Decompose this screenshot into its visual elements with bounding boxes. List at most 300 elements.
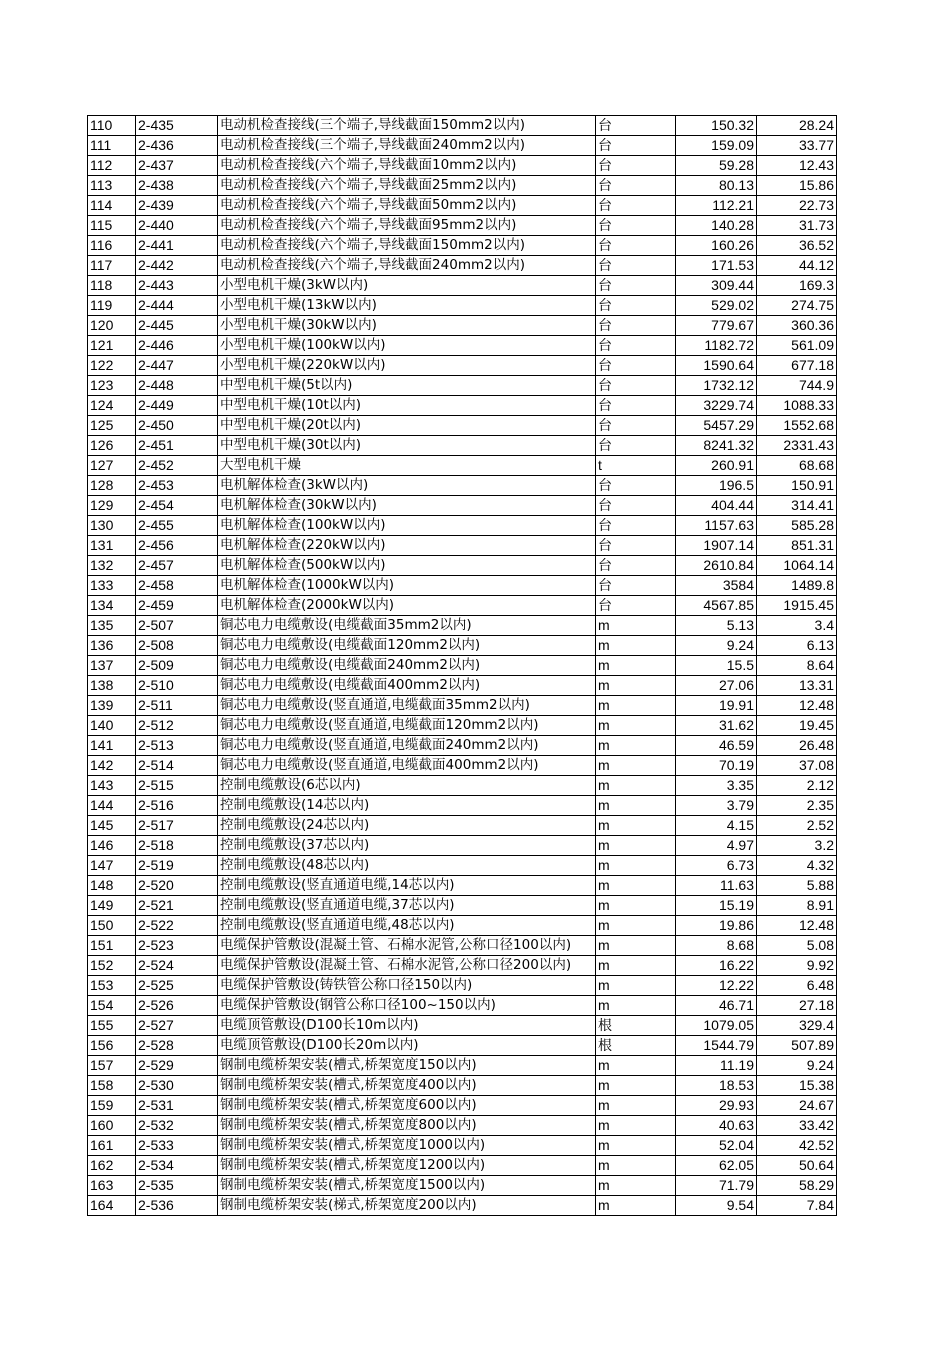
table-row bbox=[88, 996, 837, 1016]
description-cell: 电缆保护管敷设(混凝土管、石棉水泥管,公称口径100以内) bbox=[218, 936, 596, 956]
item-code-cell: 2-459 bbox=[136, 596, 218, 616]
item-code-cell: 2-451 bbox=[136, 436, 218, 456]
item-code-cell: 2-527 bbox=[136, 1016, 218, 1036]
item-code-cell: 2-510 bbox=[136, 676, 218, 696]
unit-cell: 台 bbox=[596, 356, 676, 376]
table-row bbox=[88, 456, 837, 476]
unit-cell: t bbox=[596, 456, 676, 476]
labor-cost-cell: 15.86 bbox=[757, 176, 837, 196]
table-row bbox=[88, 336, 837, 356]
labor-cost-cell: 1064.14 bbox=[757, 556, 837, 576]
unit-cell: 台 bbox=[596, 116, 676, 136]
labor-cost-cell: 2.52 bbox=[757, 816, 837, 836]
table-row bbox=[88, 1076, 837, 1096]
item-code-cell: 2-450 bbox=[136, 416, 218, 436]
description-cell: 小型电机干燥(100kW以内) bbox=[218, 336, 596, 356]
description-cell: 电缆保护管敷设(铸铁管公称口径150以内) bbox=[218, 976, 596, 996]
description-cell: 控制电缆敷设(48芯以内) bbox=[218, 856, 596, 876]
table-row bbox=[88, 376, 837, 396]
labor-cost-cell: 169.3 bbox=[757, 276, 837, 296]
item-code-cell: 2-455 bbox=[136, 516, 218, 536]
row-number-cell: 120 bbox=[88, 316, 136, 336]
price-table-body bbox=[88, 116, 837, 1216]
row-number-cell: 117 bbox=[88, 256, 136, 276]
description-cell: 控制电缆敷设(24芯以内) bbox=[218, 816, 596, 836]
row-number-cell: 156 bbox=[88, 1036, 136, 1056]
table-row bbox=[88, 1156, 837, 1176]
item-code-cell: 2-518 bbox=[136, 836, 218, 856]
table-row bbox=[88, 716, 837, 736]
unit-cell: m bbox=[596, 916, 676, 936]
base-price-cell: 18.53 bbox=[676, 1076, 757, 1096]
description-cell: 中型电机干燥(10t以内) bbox=[218, 396, 596, 416]
base-price-cell: 19.91 bbox=[676, 696, 757, 716]
unit-cell: 台 bbox=[596, 136, 676, 156]
table-row bbox=[88, 316, 837, 336]
unit-cell: m bbox=[596, 1056, 676, 1076]
labor-cost-cell: 36.52 bbox=[757, 236, 837, 256]
base-price-cell: 19.86 bbox=[676, 916, 757, 936]
labor-cost-cell: 677.18 bbox=[757, 356, 837, 376]
description-cell: 电动机检查接线(六个端子,导线截面50mm2以内) bbox=[218, 196, 596, 216]
table-row bbox=[88, 596, 837, 616]
description-cell: 铜芯电力电缆敷设(电缆截面120mm2以内) bbox=[218, 636, 596, 656]
item-code-cell: 2-529 bbox=[136, 1056, 218, 1076]
table-row bbox=[88, 556, 837, 576]
table-row bbox=[88, 176, 837, 196]
labor-cost-cell: 27.18 bbox=[757, 996, 837, 1016]
row-number-cell: 155 bbox=[88, 1016, 136, 1036]
row-number-cell: 137 bbox=[88, 656, 136, 676]
row-number-cell: 154 bbox=[88, 996, 136, 1016]
row-number-cell: 118 bbox=[88, 276, 136, 296]
base-price-cell: 31.62 bbox=[676, 716, 757, 736]
labor-cost-cell: 44.12 bbox=[757, 256, 837, 276]
table-row bbox=[88, 776, 837, 796]
base-price-cell: 70.19 bbox=[676, 756, 757, 776]
base-price-cell: 71.79 bbox=[676, 1176, 757, 1196]
description-cell: 控制电缆敷设(6芯以内) bbox=[218, 776, 596, 796]
item-code-cell: 2-453 bbox=[136, 476, 218, 496]
table-row bbox=[88, 436, 837, 456]
item-code-cell: 2-523 bbox=[136, 936, 218, 956]
table-row bbox=[88, 496, 837, 516]
description-cell: 电缆顶管敷设(D100长10m以内) bbox=[218, 1016, 596, 1036]
base-price-cell: 196.5 bbox=[676, 476, 757, 496]
description-cell: 小型电机干燥(220kW以内) bbox=[218, 356, 596, 376]
labor-cost-cell: 274.75 bbox=[757, 296, 837, 316]
unit-cell: 台 bbox=[596, 396, 676, 416]
labor-cost-cell: 24.67 bbox=[757, 1096, 837, 1116]
item-code-cell: 2-509 bbox=[136, 656, 218, 676]
base-price-cell: 1079.05 bbox=[676, 1016, 757, 1036]
unit-cell: m bbox=[596, 1076, 676, 1096]
table-row bbox=[88, 836, 837, 856]
base-price-cell: 40.63 bbox=[676, 1116, 757, 1136]
item-code-cell: 2-452 bbox=[136, 456, 218, 476]
unit-cell: 根 bbox=[596, 1036, 676, 1056]
item-code-cell: 2-512 bbox=[136, 716, 218, 736]
row-number-cell: 151 bbox=[88, 936, 136, 956]
table-row bbox=[88, 1036, 837, 1056]
labor-cost-cell: 1552.68 bbox=[757, 416, 837, 436]
item-code-cell: 2-535 bbox=[136, 1176, 218, 1196]
labor-cost-cell: 9.92 bbox=[757, 956, 837, 976]
row-number-cell: 134 bbox=[88, 596, 136, 616]
item-code-cell: 2-516 bbox=[136, 796, 218, 816]
table-row bbox=[88, 656, 837, 676]
table-row bbox=[88, 1096, 837, 1116]
item-code-cell: 2-442 bbox=[136, 256, 218, 276]
unit-cell: m bbox=[596, 756, 676, 776]
unit-cell: 台 bbox=[596, 576, 676, 596]
base-price-cell: 4.15 bbox=[676, 816, 757, 836]
labor-cost-cell: 561.09 bbox=[757, 336, 837, 356]
description-cell: 电缆保护管敷设(混凝土管、石棉水泥管,公称口径200以内) bbox=[218, 956, 596, 976]
base-price-cell: 1732.12 bbox=[676, 376, 757, 396]
item-code-cell: 2-521 bbox=[136, 896, 218, 916]
row-number-cell: 150 bbox=[88, 916, 136, 936]
description-cell: 小型电机干燥(3kW以内) bbox=[218, 276, 596, 296]
base-price-cell: 5.13 bbox=[676, 616, 757, 636]
labor-cost-cell: 314.41 bbox=[757, 496, 837, 516]
labor-cost-cell: 2331.43 bbox=[757, 436, 837, 456]
row-number-cell: 110 bbox=[88, 116, 136, 136]
unit-cell: m bbox=[596, 716, 676, 736]
row-number-cell: 128 bbox=[88, 476, 136, 496]
base-price-cell: 52.04 bbox=[676, 1136, 757, 1156]
labor-cost-cell: 12.43 bbox=[757, 156, 837, 176]
unit-cell: 台 bbox=[596, 496, 676, 516]
unit-cell: m bbox=[596, 856, 676, 876]
unit-cell: m bbox=[596, 976, 676, 996]
table-row bbox=[88, 136, 837, 156]
table-row bbox=[88, 1116, 837, 1136]
row-number-cell: 113 bbox=[88, 176, 136, 196]
unit-cell: 台 bbox=[596, 296, 676, 316]
row-number-cell: 121 bbox=[88, 336, 136, 356]
base-price-cell: 62.05 bbox=[676, 1156, 757, 1176]
description-cell: 电机解体检查(500kW以内) bbox=[218, 556, 596, 576]
description-cell: 控制电缆敷设(竖直通道电缆,48芯以内) bbox=[218, 916, 596, 936]
item-code-cell: 2-448 bbox=[136, 376, 218, 396]
row-number-cell: 145 bbox=[88, 816, 136, 836]
item-code-cell: 2-454 bbox=[136, 496, 218, 516]
item-code-cell: 2-435 bbox=[136, 116, 218, 136]
table-row bbox=[88, 696, 837, 716]
unit-cell: 台 bbox=[596, 596, 676, 616]
price-table bbox=[87, 115, 837, 1216]
unit-cell: m bbox=[596, 696, 676, 716]
unit-cell: 根 bbox=[596, 1016, 676, 1036]
base-price-cell: 11.63 bbox=[676, 876, 757, 896]
labor-cost-cell: 329.4 bbox=[757, 1016, 837, 1036]
base-price-cell: 2610.84 bbox=[676, 556, 757, 576]
item-code-cell: 2-446 bbox=[136, 336, 218, 356]
item-code-cell: 2-531 bbox=[136, 1096, 218, 1116]
item-code-cell: 2-507 bbox=[136, 616, 218, 636]
labor-cost-cell: 150.91 bbox=[757, 476, 837, 496]
description-cell: 铜芯电力电缆敷设(电缆截面400mm2以内) bbox=[218, 676, 596, 696]
table-row bbox=[88, 116, 837, 136]
item-code-cell: 2-439 bbox=[136, 196, 218, 216]
base-price-cell: 309.44 bbox=[676, 276, 757, 296]
table-row bbox=[88, 956, 837, 976]
description-cell: 电机解体检查(2000kW以内) bbox=[218, 596, 596, 616]
base-price-cell: 404.44 bbox=[676, 496, 757, 516]
row-number-cell: 146 bbox=[88, 836, 136, 856]
description-cell: 铜芯电力电缆敷设(竖直通道,电缆截面400mm2以内) bbox=[218, 756, 596, 776]
item-code-cell: 2-438 bbox=[136, 176, 218, 196]
base-price-cell: 9.54 bbox=[676, 1196, 757, 1216]
description-cell: 中型电机干燥(30t以内) bbox=[218, 436, 596, 456]
unit-cell: 台 bbox=[596, 336, 676, 356]
row-number-cell: 149 bbox=[88, 896, 136, 916]
unit-cell: m bbox=[596, 636, 676, 656]
base-price-cell: 15.5 bbox=[676, 656, 757, 676]
labor-cost-cell: 12.48 bbox=[757, 916, 837, 936]
description-cell: 铜芯电力电缆敷设(竖直通道,电缆截面35mm2以内) bbox=[218, 696, 596, 716]
item-code-cell: 2-456 bbox=[136, 536, 218, 556]
base-price-cell: 16.22 bbox=[676, 956, 757, 976]
base-price-cell: 46.59 bbox=[676, 736, 757, 756]
unit-cell: 台 bbox=[596, 176, 676, 196]
labor-cost-cell: 7.84 bbox=[757, 1196, 837, 1216]
table-row bbox=[88, 736, 837, 756]
row-number-cell: 160 bbox=[88, 1116, 136, 1136]
base-price-cell: 15.19 bbox=[676, 896, 757, 916]
description-cell: 控制电缆敷设(竖直通道电缆,14芯以内) bbox=[218, 876, 596, 896]
labor-cost-cell: 28.24 bbox=[757, 116, 837, 136]
base-price-cell: 46.71 bbox=[676, 996, 757, 1016]
row-number-cell: 126 bbox=[88, 436, 136, 456]
row-number-cell: 163 bbox=[88, 1176, 136, 1196]
table-row bbox=[88, 796, 837, 816]
item-code-cell: 2-522 bbox=[136, 916, 218, 936]
item-code-cell: 2-532 bbox=[136, 1116, 218, 1136]
description-cell: 中型电机干燥(20t以内) bbox=[218, 416, 596, 436]
item-code-cell: 2-530 bbox=[136, 1076, 218, 1096]
unit-cell: m bbox=[596, 1136, 676, 1156]
unit-cell: m bbox=[596, 936, 676, 956]
row-number-cell: 132 bbox=[88, 556, 136, 576]
row-number-cell: 131 bbox=[88, 536, 136, 556]
unit-cell: 台 bbox=[596, 556, 676, 576]
base-price-cell: 12.22 bbox=[676, 976, 757, 996]
table-row bbox=[88, 356, 837, 376]
labor-cost-cell: 58.29 bbox=[757, 1176, 837, 1196]
base-price-cell: 171.53 bbox=[676, 256, 757, 276]
item-code-cell: 2-536 bbox=[136, 1196, 218, 1216]
labor-cost-cell: 12.48 bbox=[757, 696, 837, 716]
description-cell: 电动机检查接线(三个端子,导线截面150mm2以内) bbox=[218, 116, 596, 136]
unit-cell: 台 bbox=[596, 316, 676, 336]
table-row bbox=[88, 416, 837, 436]
unit-cell: 台 bbox=[596, 416, 676, 436]
item-code-cell: 2-445 bbox=[136, 316, 218, 336]
base-price-cell: 8241.32 bbox=[676, 436, 757, 456]
labor-cost-cell: 6.48 bbox=[757, 976, 837, 996]
item-code-cell: 2-520 bbox=[136, 876, 218, 896]
unit-cell: m bbox=[596, 736, 676, 756]
table-row bbox=[88, 936, 837, 956]
labor-cost-cell: 15.38 bbox=[757, 1076, 837, 1096]
labor-cost-cell: 9.24 bbox=[757, 1056, 837, 1076]
labor-cost-cell: 5.08 bbox=[757, 936, 837, 956]
description-cell: 电动机检查接线(六个端子,导线截面150mm2以内) bbox=[218, 236, 596, 256]
labor-cost-cell: 744.9 bbox=[757, 376, 837, 396]
unit-cell: m bbox=[596, 996, 676, 1016]
base-price-cell: 29.93 bbox=[676, 1096, 757, 1116]
labor-cost-cell: 585.28 bbox=[757, 516, 837, 536]
base-price-cell: 4567.85 bbox=[676, 596, 757, 616]
unit-cell: 台 bbox=[596, 476, 676, 496]
base-price-cell: 3584 bbox=[676, 576, 757, 596]
table-row bbox=[88, 256, 837, 276]
description-cell: 电动机检查接线(六个端子,导线截面10mm2以内) bbox=[218, 156, 596, 176]
unit-cell: m bbox=[596, 616, 676, 636]
unit-cell: m bbox=[596, 956, 676, 976]
row-number-cell: 157 bbox=[88, 1056, 136, 1076]
table-row bbox=[88, 636, 837, 656]
labor-cost-cell: 2.35 bbox=[757, 796, 837, 816]
row-number-cell: 138 bbox=[88, 676, 136, 696]
unit-cell: 台 bbox=[596, 376, 676, 396]
row-number-cell: 127 bbox=[88, 456, 136, 476]
description-cell: 控制电缆敷设(14芯以内) bbox=[218, 796, 596, 816]
description-cell: 电动机检查接线(三个端子,导线截面240mm2以内) bbox=[218, 136, 596, 156]
item-code-cell: 2-441 bbox=[136, 236, 218, 256]
table-row bbox=[88, 476, 837, 496]
unit-cell: 台 bbox=[596, 436, 676, 456]
unit-cell: m bbox=[596, 836, 676, 856]
table-row bbox=[88, 616, 837, 636]
description-cell: 铜芯电力电缆敷设(竖直通道,电缆截面240mm2以内) bbox=[218, 736, 596, 756]
item-code-cell: 2-528 bbox=[136, 1036, 218, 1056]
unit-cell: m bbox=[596, 1116, 676, 1136]
base-price-cell: 27.06 bbox=[676, 676, 757, 696]
description-cell: 钢制电缆桥架安装(槽式,桥架宽度1000以内) bbox=[218, 1136, 596, 1156]
row-number-cell: 139 bbox=[88, 696, 136, 716]
table-row bbox=[88, 896, 837, 916]
table-row bbox=[88, 876, 837, 896]
row-number-cell: 136 bbox=[88, 636, 136, 656]
base-price-cell: 9.24 bbox=[676, 636, 757, 656]
description-cell: 铜芯电力电缆敷设(电缆截面35mm2以内) bbox=[218, 616, 596, 636]
description-cell: 中型电机干燥(5t以内) bbox=[218, 376, 596, 396]
item-code-cell: 2-437 bbox=[136, 156, 218, 176]
row-number-cell: 147 bbox=[88, 856, 136, 876]
table-row bbox=[88, 856, 837, 876]
unit-cell: m bbox=[596, 676, 676, 696]
base-price-cell: 1182.72 bbox=[676, 336, 757, 356]
row-number-cell: 158 bbox=[88, 1076, 136, 1096]
base-price-cell: 260.91 bbox=[676, 456, 757, 476]
row-number-cell: 123 bbox=[88, 376, 136, 396]
labor-cost-cell: 6.13 bbox=[757, 636, 837, 656]
row-number-cell: 116 bbox=[88, 236, 136, 256]
item-code-cell: 2-513 bbox=[136, 736, 218, 756]
row-number-cell: 129 bbox=[88, 496, 136, 516]
item-code-cell: 2-525 bbox=[136, 976, 218, 996]
labor-cost-cell: 33.77 bbox=[757, 136, 837, 156]
unit-cell: 台 bbox=[596, 156, 676, 176]
description-cell: 钢制电缆桥架安装(槽式,桥架宽度800以内) bbox=[218, 1116, 596, 1136]
row-number-cell: 122 bbox=[88, 356, 136, 376]
base-price-cell: 59.28 bbox=[676, 156, 757, 176]
labor-cost-cell: 50.64 bbox=[757, 1156, 837, 1176]
labor-cost-cell: 360.36 bbox=[757, 316, 837, 336]
description-cell: 电动机检查接线(六个端子,导线截面25mm2以内) bbox=[218, 176, 596, 196]
labor-cost-cell: 851.31 bbox=[757, 536, 837, 556]
labor-cost-cell: 3.4 bbox=[757, 616, 837, 636]
labor-cost-cell: 31.73 bbox=[757, 216, 837, 236]
labor-cost-cell: 13.31 bbox=[757, 676, 837, 696]
row-number-cell: 152 bbox=[88, 956, 136, 976]
description-cell: 钢制电缆桥架安装(槽式,桥架宽度400以内) bbox=[218, 1076, 596, 1096]
description-cell: 钢制电缆桥架安装(槽式,桥架宽度150以内) bbox=[218, 1056, 596, 1076]
item-code-cell: 2-514 bbox=[136, 756, 218, 776]
base-price-cell: 6.73 bbox=[676, 856, 757, 876]
description-cell: 铜芯电力电缆敷设(电缆截面240mm2以内) bbox=[218, 656, 596, 676]
labor-cost-cell: 8.64 bbox=[757, 656, 837, 676]
base-price-cell: 1907.14 bbox=[676, 536, 757, 556]
description-cell: 电动机检查接线(六个端子,导线截面95mm2以内) bbox=[218, 216, 596, 236]
labor-cost-cell: 1088.33 bbox=[757, 396, 837, 416]
labor-cost-cell: 2.12 bbox=[757, 776, 837, 796]
labor-cost-cell: 5.88 bbox=[757, 876, 837, 896]
row-number-cell: 130 bbox=[88, 516, 136, 536]
description-cell: 电机解体检查(1000kW以内) bbox=[218, 576, 596, 596]
base-price-cell: 4.97 bbox=[676, 836, 757, 856]
labor-cost-cell: 22.73 bbox=[757, 196, 837, 216]
unit-cell: m bbox=[596, 1176, 676, 1196]
description-cell: 钢制电缆桥架安装(梯式,桥架宽度200以内) bbox=[218, 1196, 596, 1216]
unit-cell: 台 bbox=[596, 256, 676, 276]
labor-cost-cell: 1489.8 bbox=[757, 576, 837, 596]
table-row bbox=[88, 576, 837, 596]
unit-cell: m bbox=[596, 776, 676, 796]
labor-cost-cell: 19.45 bbox=[757, 716, 837, 736]
unit-cell: m bbox=[596, 1096, 676, 1116]
base-price-cell: 529.02 bbox=[676, 296, 757, 316]
table-row bbox=[88, 276, 837, 296]
base-price-cell: 1544.79 bbox=[676, 1036, 757, 1056]
row-number-cell: 148 bbox=[88, 876, 136, 896]
item-code-cell: 2-524 bbox=[136, 956, 218, 976]
unit-cell: 台 bbox=[596, 196, 676, 216]
base-price-cell: 779.67 bbox=[676, 316, 757, 336]
base-price-cell: 1157.63 bbox=[676, 516, 757, 536]
description-cell: 电机解体检查(3kW以内) bbox=[218, 476, 596, 496]
table-row bbox=[88, 396, 837, 416]
item-code-cell: 2-517 bbox=[136, 816, 218, 836]
item-code-cell: 2-440 bbox=[136, 216, 218, 236]
row-number-cell: 111 bbox=[88, 136, 136, 156]
unit-cell: m bbox=[596, 816, 676, 836]
labor-cost-cell: 4.32 bbox=[757, 856, 837, 876]
table-row bbox=[88, 296, 837, 316]
labor-cost-cell: 1915.45 bbox=[757, 596, 837, 616]
unit-cell: 台 bbox=[596, 236, 676, 256]
description-cell: 钢制电缆桥架安装(槽式,桥架宽度600以内) bbox=[218, 1096, 596, 1116]
row-number-cell: 135 bbox=[88, 616, 136, 636]
description-cell: 铜芯电力电缆敷设(竖直通道,电缆截面120mm2以内) bbox=[218, 716, 596, 736]
labor-cost-cell: 26.48 bbox=[757, 736, 837, 756]
unit-cell: 台 bbox=[596, 516, 676, 536]
item-code-cell: 2-444 bbox=[136, 296, 218, 316]
item-code-cell: 2-534 bbox=[136, 1156, 218, 1176]
